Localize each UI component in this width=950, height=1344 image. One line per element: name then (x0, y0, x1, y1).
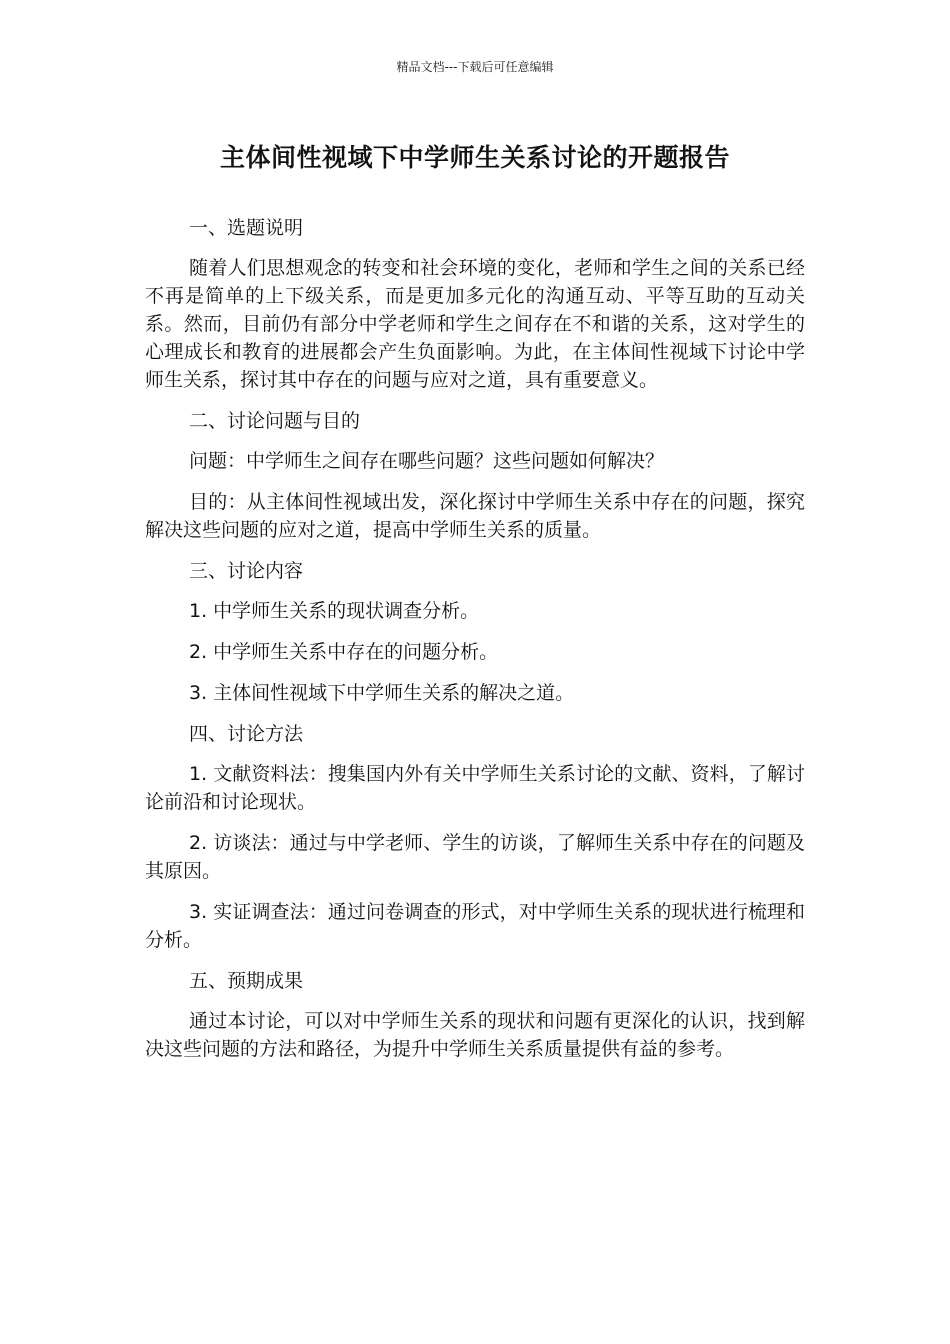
section-heading-content: 三、讨论内容 (189, 560, 304, 582)
paragraph-expected-results: 通过本讨论，可以对中学师生关系的现状和问题有更深化的认识，找到解决这些问题的方法和路径，为提升中学师生关系质量提供有益的参考。 (145, 1010, 805, 1060)
paragraph-purpose: 目的：从主体间性视域出发，深化探讨中学师生关系中存在的问题，探究解决这些问题的应对之道，提高中学师生关系的质量。 (145, 491, 805, 541)
content-item-2: 2. 中学师生关系中存在的问题分析。 (189, 641, 499, 663)
section-heading-topic: 一、选题说明 (189, 217, 304, 239)
section-heading-question-purpose: 二、讨论问题与目的 (189, 410, 361, 432)
document-title: 主体间性视域下中学师生关系讨论的开题报告 (219, 143, 730, 172)
method-item-2: 2. 访谈法：通过与中学老师、学生的访谈，了解师生关系中存在的问题及其原因。 (145, 832, 805, 882)
section-heading-method: 四、讨论方法 (189, 723, 304, 745)
section-heading-expected-results: 五、预期成果 (189, 970, 304, 992)
method-item-3: 3. 实证调查法：通过问卷调查的形式，对中学师生关系的现状进行梳理和分析。 (145, 901, 805, 951)
document-body (145, 214, 805, 1076)
paragraph-question: 问题：中学师生之间存在哪些问题？这些问题如何解决？ (189, 450, 665, 472)
content-item-3: 3. 主体间性视域下中学师生关系的解决之道。 (189, 682, 575, 704)
header-note: 精品文档---下载后可任意编辑 (396, 60, 554, 74)
method-item-1: 1. 文献资料法：搜集国内外有关中学师生关系讨论的文献、资料，了解讨论前沿和讨论现状。 (145, 763, 805, 813)
paragraph-topic-explanation: 随着人们思想观念的转变和社会环境的变化，老师和学生之间的关系已经不再是简单的上下级关系，而是更加多元化的沟通互动、平等互助的互动关系。然而，目前仍有部分中学老师和学生之间存在不和谐的关系，这对学生的心理成长和教育的进展都会产生负面影响。为此，在主体间性视域下讨论中学师生关系，探讨其中存在的问题与应对之道，具有重要意义。 (145, 257, 805, 391)
content-item-1: 1. 中学师生关系的现状调查分析。 (189, 600, 480, 622)
